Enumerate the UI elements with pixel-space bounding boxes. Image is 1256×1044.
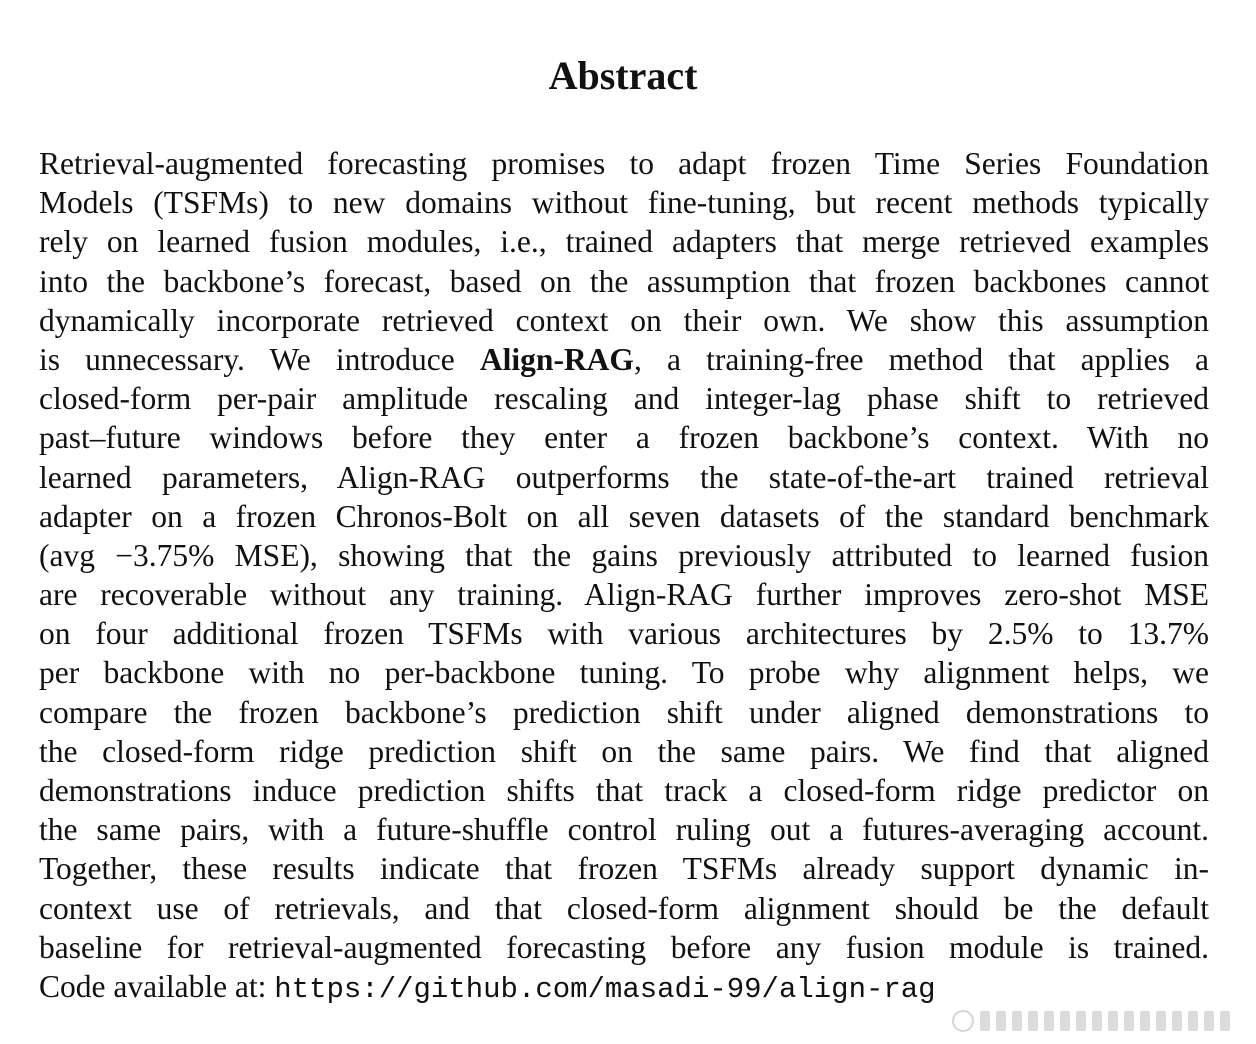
method-name: Align-RAG [479,341,634,377]
watermark-bar-icon [1044,1011,1054,1031]
abstract-line: the closed-form ridge prediction shift on the same pairs. We find that aligned [39,733,1209,769]
watermark-bar-icon [980,1011,990,1031]
watermark-bar-icon [1172,1011,1182,1031]
abstract-line: learned parameters, Align-RAG outperforms the state-of-the-art trained retrieval [39,459,1209,495]
abstract-line: Retrieval-augmented forecasting promises to adapt frozen Time Series Foundation [39,146,1209,181]
watermark-bar-icon [1156,1011,1166,1031]
abstract-line: per backbone with no per-backbone tuning. To probe why alignment helps, we [39,655,1209,691]
abstract-line: past–future windows before they enter a frozen backbone’s context. With no [39,420,1209,456]
abstract-line: into the backbone’s forecast, based on the assumption that frozen backbones cannot [39,263,1209,299]
watermark-bar-icon [996,1011,1006,1031]
watermark-bar-icon [1188,1011,1198,1031]
abstract-line: (avg −3.75% MSE), showing that the gains previously attributed to learned fusion [39,537,1209,573]
code-url-link[interactable]: https://github.com/masadi-99/align-rag [274,972,936,1006]
abstract-line: adapter on a frozen Chronos-Bolt on all seven datasets of the standard benchmark [39,498,1209,534]
abstract-line: rely on learned fusion modules, i.e., trained adapters that merge retrieved examples [39,224,1209,260]
watermark-logo [952,1006,1248,1036]
watermark-bar-icon [1108,1011,1118,1031]
abstract-line: demonstrations induce prediction shifts that track a closed-form ridge predictor on [39,773,1209,808]
watermark-bar-icon [1124,1011,1134,1031]
abstract-line-part: , a training-free method that applies a [633,341,1209,377]
watermark-bar-icon [1060,1011,1070,1031]
abstract-line: the same pairs, with a future-shuffle control ruling out a futures-averaging account. [39,812,1209,848]
abstract-heading: Abstract [548,53,698,98]
abstract-line: baseline for retrieval-augmented forecasting before any fusion module is trained. [39,929,1209,965]
abstract-line: Together, these results indicate that frozen TSFMs already support dynamic in- [39,851,1209,887]
abstract-body [39,144,1209,1006]
abstract-line: context use of retrievals, and that closed-form alignment should be the default [39,890,1209,926]
abstract-line: dynamically incorporate retrieved context on their own. We show this assumption [39,302,1209,338]
watermark-bar-icon [1076,1011,1086,1031]
abstract-line: on four additional frozen TSFMs with various architectures by 2.5% to 13.7% [39,616,1209,652]
watermark-circle-icon [952,1010,974,1032]
watermark-bar-icon [1092,1011,1102,1031]
abstract-line-with-method-name [39,340,1209,379]
watermark-bar-icon [1028,1011,1038,1031]
abstract-line: are recoverable without any training. Align-RAG further improves zero-shot MSE [39,577,1209,613]
abstract-line: compare the frozen backbone’s prediction shift under aligned demonstrations to [39,694,1209,730]
watermark-bar-icon [1220,1011,1230,1031]
watermark-bar-icon [1140,1011,1150,1031]
watermark-bar-icon [1012,1011,1022,1031]
watermark-bar-icon [1204,1011,1214,1031]
code-label: Code available at: [39,968,275,1004]
abstract-line-part: is unnecessary. We introduce [39,341,480,377]
code-availability-line [39,967,1209,1006]
abstract-line: Models (TSFMs) to new domains without fine-tuning, but recent methods typically [39,185,1209,221]
abstract-line: closed-form per-pair amplitude rescaling and integer-lag phase shift to retrieved [39,381,1209,417]
